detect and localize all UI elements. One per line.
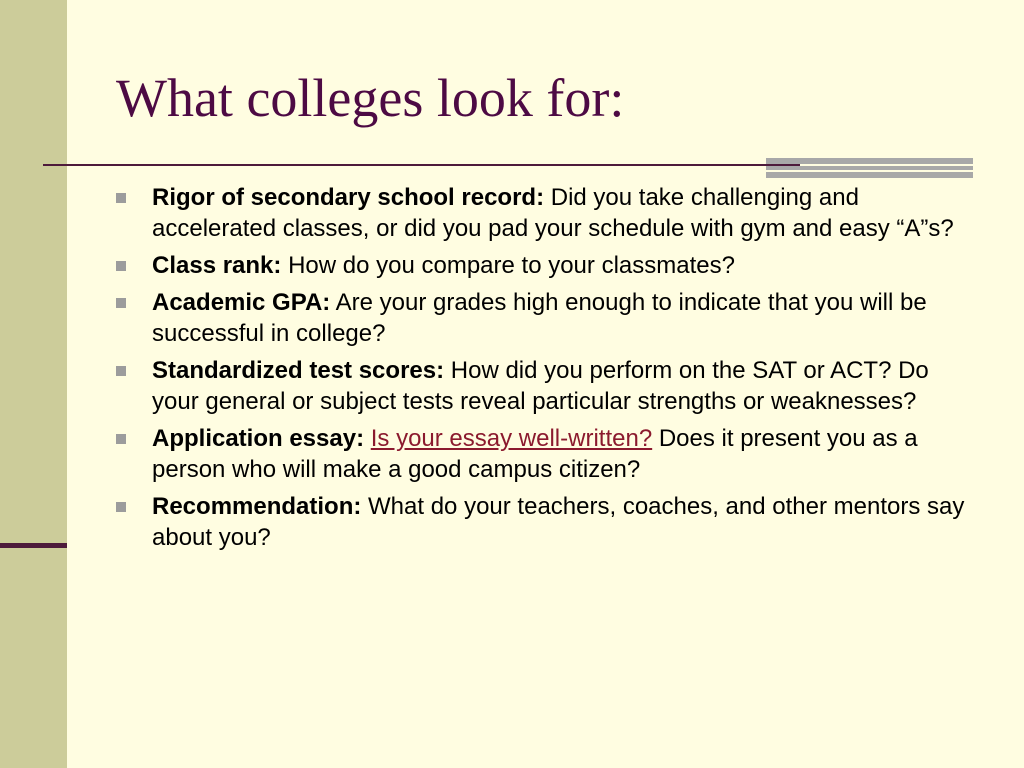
bullet-item-rigor	[116, 182, 966, 244]
left-band-rule	[0, 543, 67, 548]
bullet-term: Rigor of secondary school record:	[152, 184, 545, 211]
bullet-list	[116, 182, 966, 559]
bullet-item-test-scores	[116, 355, 966, 417]
bullet-item-gpa	[116, 287, 966, 349]
bullet-term: Standardized test scores:	[152, 357, 445, 384]
square-bullet-icon	[116, 193, 126, 203]
bullet-term: Application essay:	[152, 425, 365, 452]
square-bullet-icon	[116, 366, 126, 376]
bullet-text: Did you take challenging and accelerated classes, or did you pad your schedule with gym and easy “A”s?	[152, 184, 954, 242]
bullet-item-recommendation	[116, 491, 966, 553]
divider-accent-bar	[766, 158, 973, 164]
bullet-item-class-rank	[116, 250, 966, 281]
bullet-text: How do you compare to your classmates?	[281, 252, 735, 279]
square-bullet-icon	[116, 298, 126, 308]
bullet-text: What do your teachers, coaches, and other mentors say about you?	[152, 493, 965, 551]
square-bullet-icon	[116, 434, 126, 444]
divider-accent-bar	[766, 172, 973, 178]
bullet-term: Class rank:	[152, 252, 282, 279]
divider-accent-bar	[766, 166, 973, 170]
square-bullet-icon	[116, 502, 126, 512]
bullet-text: Are your grades high enough to indicate that you will be successful in college?	[152, 289, 927, 347]
bullet-item-essay	[116, 423, 966, 485]
slide-title: What colleges look for:	[116, 68, 625, 128]
title-divider-rule	[43, 164, 800, 166]
essay-hyperlink[interactable]: Is your essay well-written?	[370, 425, 653, 452]
bullet-term: Academic GPA:	[152, 289, 331, 316]
bullet-term: Recommendation:	[152, 493, 362, 520]
left-decorative-band	[0, 0, 67, 768]
bullet-text: Does it present you as a person who will make a good campus citizen?	[152, 425, 918, 483]
square-bullet-icon	[116, 261, 126, 271]
bullet-text: How did you perform on the SAT or ACT? Do your general or subject tests reveal particular strengths or weaknesses?	[152, 357, 929, 415]
